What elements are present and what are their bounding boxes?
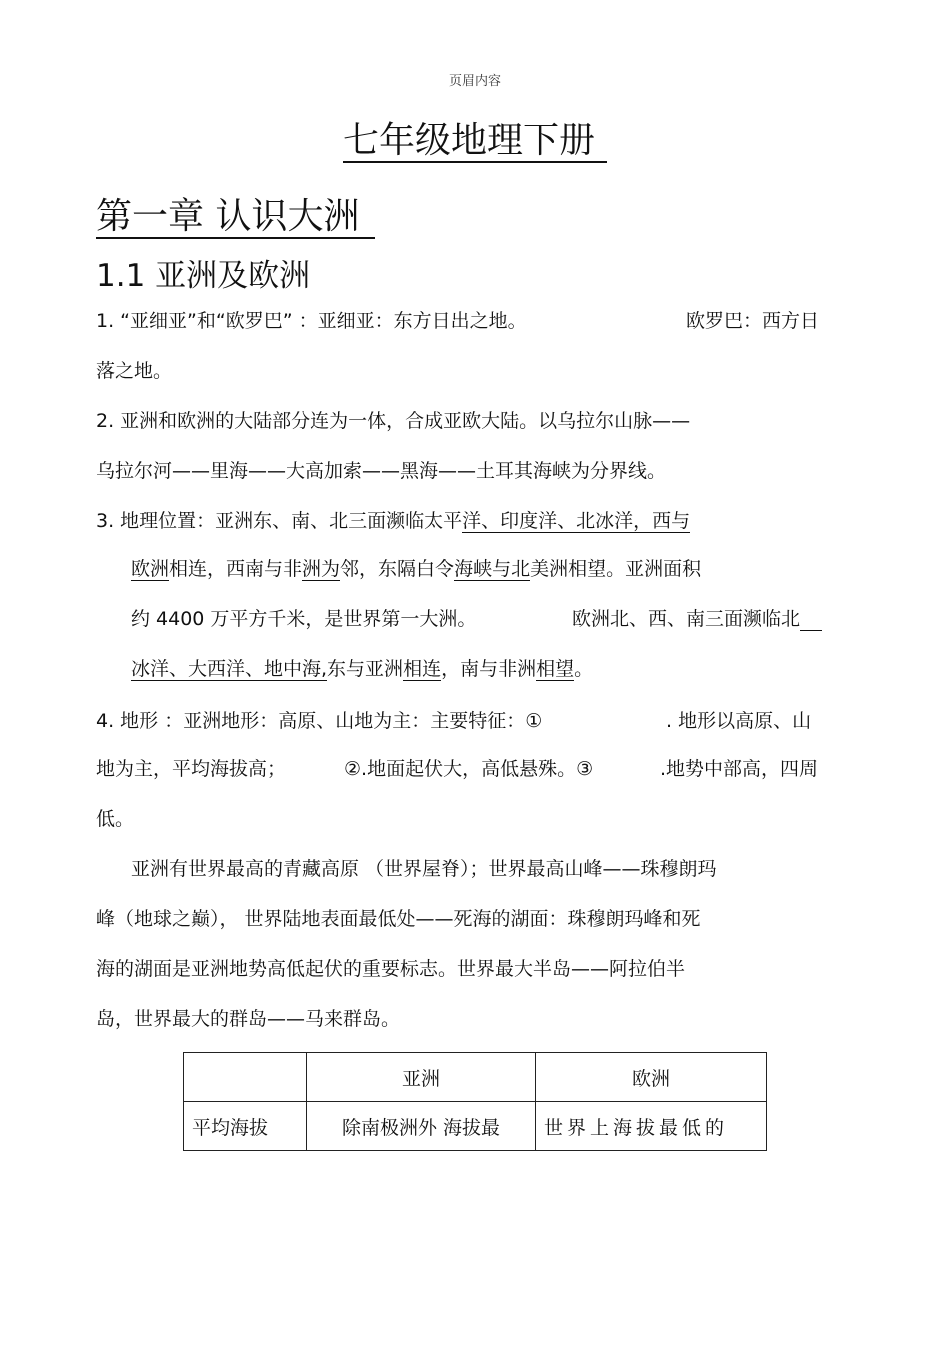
- paragraph-5-line-2: 峰（地球之巅）， 世界陆地表面最低处——死海的湖面：珠穆朗玛峰和死: [96, 908, 701, 930]
- paragraph-4-line-3: 低。: [96, 808, 135, 830]
- paragraph-3-line-2: 欧洲相连，西南与非洲为邻，东隔白令海峡与北美洲相望。亚洲面积: [131, 558, 702, 580]
- document-title: 七年级地理下册: [0, 112, 950, 163]
- paragraph-1-line-1-tail: 欧罗巴：西方日: [686, 310, 820, 332]
- paragraph-3-line-1: 3. 地理位置：亚洲东、南、北三面濒临太平洋、印度洋、北冰洋，西与: [96, 510, 691, 532]
- table-row: [184, 1102, 767, 1151]
- table-cell: 世界上海拔最低的: [536, 1102, 767, 1151]
- comparison-table: [183, 1052, 767, 1151]
- paragraph-5-line-4: 岛，世界最大的群岛——马来群岛。: [96, 1008, 401, 1030]
- table-header-row: [184, 1053, 767, 1102]
- paragraph-1-line-1: 1. “亚细亚”和“欧罗巴” ：亚细亚：东方日出之地。: [96, 310, 527, 332]
- section-heading: 1.1 亚洲及欧洲: [96, 258, 311, 294]
- table-cell: 平均海拔: [184, 1102, 307, 1151]
- table-header-cell: [184, 1053, 307, 1102]
- paragraph-2-line-2: 乌拉尔河——里海——大高加索——黑海——土耳其海峡为分界线。: [96, 460, 667, 482]
- paragraph-4-line-2-mid: ②.地面起伏大，高低悬殊。③: [344, 758, 594, 780]
- chapter-heading: 第一章 认识大洲: [96, 188, 375, 239]
- table-header-cell: 亚洲: [307, 1053, 536, 1102]
- page-header: 页眉内容: [448, 74, 501, 89]
- paragraph-1-line-2: 落之地。: [96, 360, 173, 382]
- table-header-cell: 欧洲: [536, 1053, 767, 1102]
- table-cell: 除南极洲外 海拔最: [307, 1102, 536, 1151]
- paragraph-3-line-4: 冰洋、大西洋、地中海,东与亚洲相连，南与非洲相望。: [131, 658, 594, 680]
- paragraph-4-line-1: 4. 地形 ：亚洲地形：高原、山地为主：主要特征：①: [96, 710, 543, 732]
- paragraph-4-line-2: 地为主，平均海拔高；: [96, 758, 287, 780]
- paragraph-4-line-2-tail: .地势中部高，四周: [660, 758, 819, 780]
- paragraph-3-line-3: 约 4400 万平方千米，是世界第一大洲。: [131, 608, 477, 630]
- paragraph-3-line-3-tail: 欧洲北、西、南三面濒临北: [572, 604, 822, 631]
- paragraph-2-line-1: 2. 亚洲和欧洲的大陆部分连为一体，合成亚欧大陆。以乌拉尔山脉——: [96, 410, 691, 432]
- paragraph-4-line-1-tail: . 地形以高原、山: [666, 710, 812, 732]
- paragraph-5-line-1: 亚洲有世界最高的青藏高原 （世界屋脊）；世界最高山峰——珠穆朗玛: [131, 858, 717, 880]
- paragraph-5-line-3: 海的湖面是亚洲地势高低起伏的重要标志。世界最大半岛——阿拉伯半: [96, 958, 686, 980]
